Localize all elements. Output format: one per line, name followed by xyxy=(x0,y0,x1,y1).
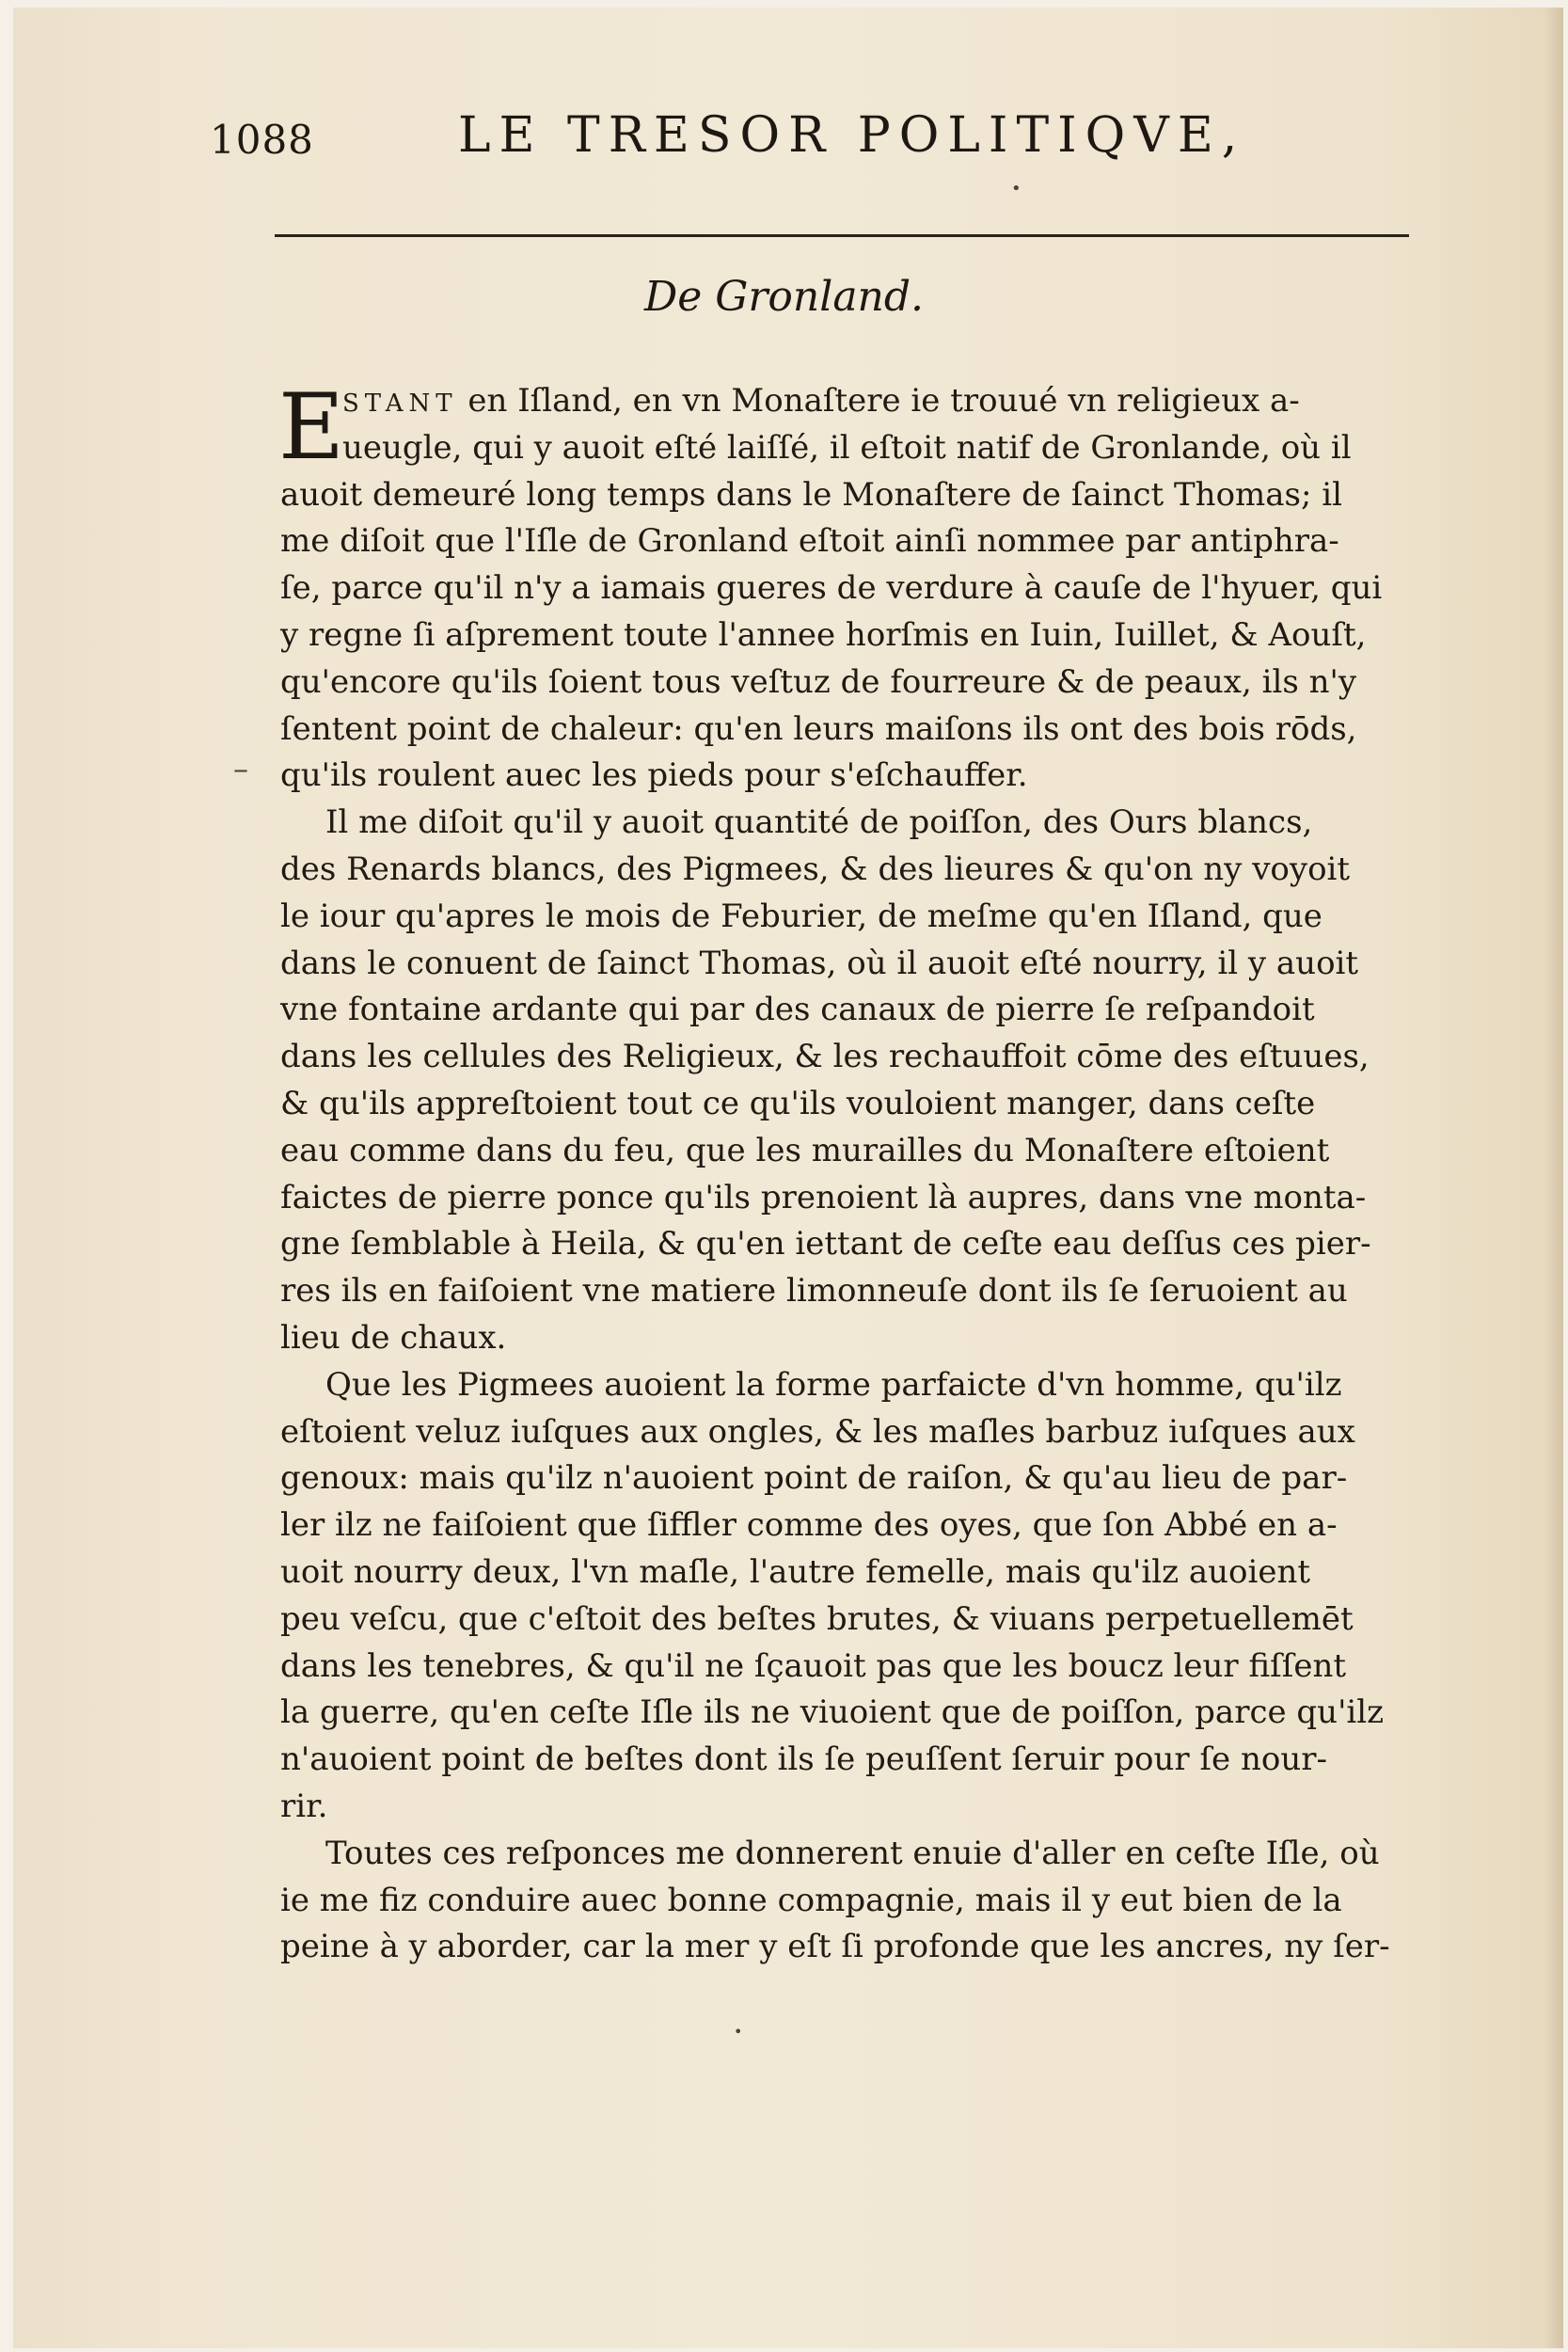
text-line: qu'encore qu'ils ſoient tous veſtuz de fourreure & de peaux, ils n'y xyxy=(280,662,1357,701)
ink-speck: • xyxy=(734,2023,743,2041)
text-line: dans le conuent de ſainct Thomas, où il auoit eſté nourry, il y auoit xyxy=(280,944,1359,982)
text-line: gne ſemblable à Heila, & qu'en iettant de ceſte eau deſſus ces pier- xyxy=(280,1225,1371,1263)
text-line: vne fontaine ardante qui par des canaux de pierre ſe reſpandoit xyxy=(280,991,1315,1029)
page-header xyxy=(210,105,1301,171)
text-line: Toutes ces reſponces me donnerent enuie d'aller en ceſte Iſle, où xyxy=(325,1834,1380,1872)
text-line: le iour qu'apres le mois de Feburier, de meſme qu'en Iſland, que xyxy=(280,897,1323,935)
text-line: peine à y aborder, car la mer y eſt ſi profonde que les ancres, ny ſer- xyxy=(280,1928,1390,1966)
small-caps-word: STANT xyxy=(342,389,458,418)
text-line: uoit nourry deux, l'vn maſle, l'autre femelle, mais qu'ilz auoient xyxy=(280,1552,1311,1591)
text-line: ueugle, qui y auoit eſté laiſſé, il eſtoit natif de Gronlande, où il xyxy=(342,428,1352,467)
text-line: y regne ſi aſprement toute l'annee horſmis en Iuin, Iuillet, & Aouſt, xyxy=(280,615,1367,654)
text-line: peu veſcu, que c'eſtoit des beſtes brutes, & viuans perpetuellemēt xyxy=(280,1599,1354,1638)
text-line: ie me fiz conduire auec bonne compagnie, mais il y eut bien de la xyxy=(280,1881,1342,1919)
body-text xyxy=(278,374,1424,1971)
text-line: auoit demeuré long temps dans le Monaſtere de ſainct Thomas; il xyxy=(280,475,1343,514)
text-line: lieu de chaux. xyxy=(280,1318,507,1357)
text-line: res ils en faiſoient vne matiere limonneuſe dont ils ſe ſeruoient au xyxy=(280,1272,1348,1311)
text-line: n'auoient point de beſtes dont ils ſe peuſſent ſeruir pour ſe nour- xyxy=(280,1740,1327,1779)
text-line: la guerre, qu'en ceſte Iſle ils ne viuoient que de poiſſon, parce qu'ilz xyxy=(280,1693,1385,1732)
text-line: dans les tenebres, & qu'il ne ſçauoit pas que les boucz leur fiſſent xyxy=(280,1646,1347,1685)
page-edge-shadow xyxy=(1544,8,1563,2348)
text-line: eſtoient veluz iuſques aux ongles, & les maſles barbuz iuſques aux xyxy=(280,1412,1355,1451)
text-line: Il me diſoit qu'il y auoit quantité de poiſſon, des Ours blancs, xyxy=(325,803,1313,842)
text-line: ſe, parce qu'il n'y a iamais gueres de verdure à cauſe de l'hyuer, qui xyxy=(280,569,1383,608)
header-rule xyxy=(275,234,1409,237)
text-line: faictes de pierre ponce qu'ils prenoient là aupres, dans vne monta- xyxy=(280,1178,1367,1216)
running-head: LE TRESOR POLITIQVE, xyxy=(458,107,1246,164)
text-line: STANT en Iſland, en vn Monaſtere ie trouué vn religieux a- xyxy=(342,382,1300,420)
page-number: 1088 xyxy=(210,117,314,163)
text-line: dans les cellules des Religieux, & les rechauffoit cōme des eſtuues, xyxy=(280,1038,1370,1076)
text-line: me diſoit que l'Iſle de Gronland eſtoit ainſi nommee par antiphra- xyxy=(280,522,1339,561)
margin-mark: – xyxy=(233,751,248,787)
text-line: des Renards blancs, des Pigmees, & des lieures & qu'on ny voyoit xyxy=(280,850,1351,888)
text-line: genoux: mais qu'ilz n'auoient point de raiſon, & qu'au lieu de par- xyxy=(280,1459,1348,1498)
text-line: ler ilz ne faiſoient que ſiffler comme des oyes, que ſon Abbé en a- xyxy=(280,1506,1338,1545)
text-line: rir. xyxy=(280,1787,328,1825)
text-line: ſentent point de chaleur: qu'en leurs maiſons ils ont des bois rōds, xyxy=(280,709,1357,748)
section-title: De Gronland. xyxy=(643,273,925,321)
text-line: qu'ils roulent auec les pieds pour s'eſchauffer. xyxy=(280,756,1028,795)
text-line: & qu'ils appreſtoient tout ce qu'ils vouloient manger, dans ceſte xyxy=(280,1084,1316,1122)
text-line: Que les Pigmees auoient la forme parfaicte d'vn homme, qu'ilz xyxy=(325,1365,1342,1404)
ink-speck: • xyxy=(1011,179,1022,199)
drop-cap: E xyxy=(278,374,345,480)
text-line: eau comme dans du feu, que les murailles du Monaſtere eſtoient xyxy=(280,1131,1330,1169)
